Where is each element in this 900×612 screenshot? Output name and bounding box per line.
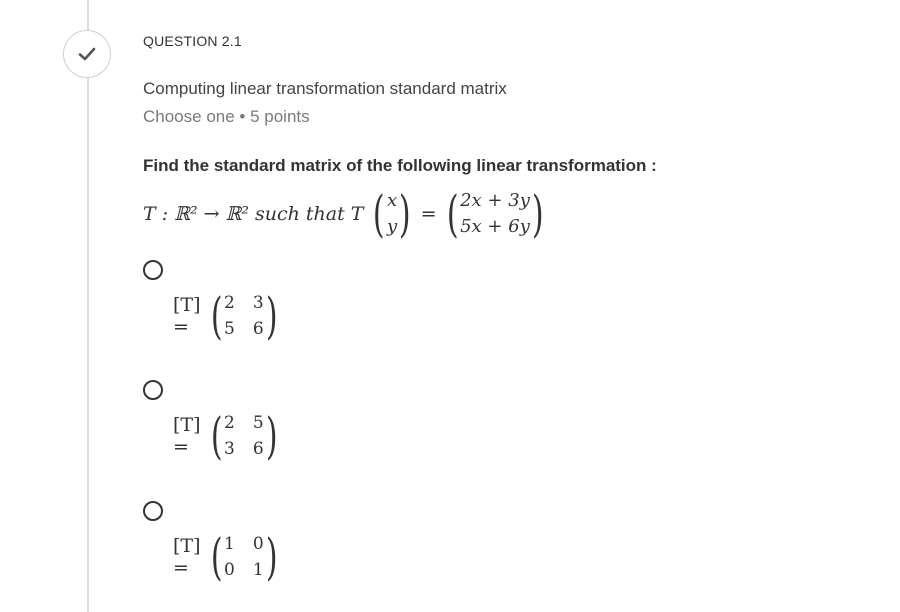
formula-equals: = bbox=[420, 203, 437, 225]
input-vector-entry: x bbox=[386, 190, 398, 211]
option-math: [T] = ( 2 5 3 6 ) bbox=[173, 407, 278, 465]
matrix-entry: 3 bbox=[224, 439, 235, 459]
output-vector-entry: 5x + 6y bbox=[460, 216, 530, 237]
matrix-entry: 6 bbox=[252, 439, 264, 459]
formula-prefix: T : ℝ² → ℝ² such that T bbox=[143, 203, 364, 225]
question-number: QUESTION 2.1 bbox=[143, 33, 242, 49]
matrix-entry: 5 bbox=[224, 319, 235, 339]
matrix-entry: 0 bbox=[252, 534, 264, 554]
matrix-entry: 0 bbox=[224, 560, 235, 580]
radio-button[interactable] bbox=[143, 260, 163, 280]
matrix-entry: 2 bbox=[224, 413, 235, 433]
option-matrix bbox=[224, 290, 264, 342]
transformation-formula: T : ℝ² → ℝ² such that T ( x y ) = ( 2x + 3y 5x + 6y ) bbox=[143, 185, 544, 243]
checkmark-icon bbox=[76, 43, 98, 65]
question-title: Computing linear transformation standard matrix bbox=[143, 79, 507, 98]
option-math: [T] = ( 1 0 0 1 ) bbox=[173, 528, 278, 586]
matrix-entry: 3 bbox=[252, 293, 264, 313]
matrix-entry: 1 bbox=[224, 534, 235, 554]
question-meta: Choose one • 5 points bbox=[143, 107, 310, 126]
option-lhs: [T] = bbox=[173, 535, 201, 579]
option-matrix bbox=[224, 531, 264, 583]
matrix-entry: 5 bbox=[252, 413, 264, 433]
option-math: [T] = ( 2 3 5 6 ) bbox=[173, 287, 278, 345]
option-matrix bbox=[224, 410, 264, 462]
matrix-entry: 1 bbox=[252, 560, 264, 580]
matrix-entry: 6 bbox=[252, 319, 264, 339]
output-vector-entry: 2x + 3y bbox=[460, 190, 530, 211]
output-vector bbox=[460, 188, 530, 240]
input-vector-entry: y bbox=[386, 216, 398, 237]
radio-button[interactable] bbox=[143, 501, 163, 521]
matrix-entry: 2 bbox=[224, 293, 235, 313]
radio-button[interactable] bbox=[143, 380, 163, 400]
question-prompt: Find the standard matrix of the following linear transformation : bbox=[143, 156, 657, 175]
question-status-badge bbox=[63, 30, 111, 78]
option-lhs: [T] = bbox=[173, 294, 201, 338]
option-lhs: [T] = bbox=[173, 414, 201, 458]
input-vector bbox=[387, 188, 397, 240]
timeline-line bbox=[87, 0, 89, 612]
